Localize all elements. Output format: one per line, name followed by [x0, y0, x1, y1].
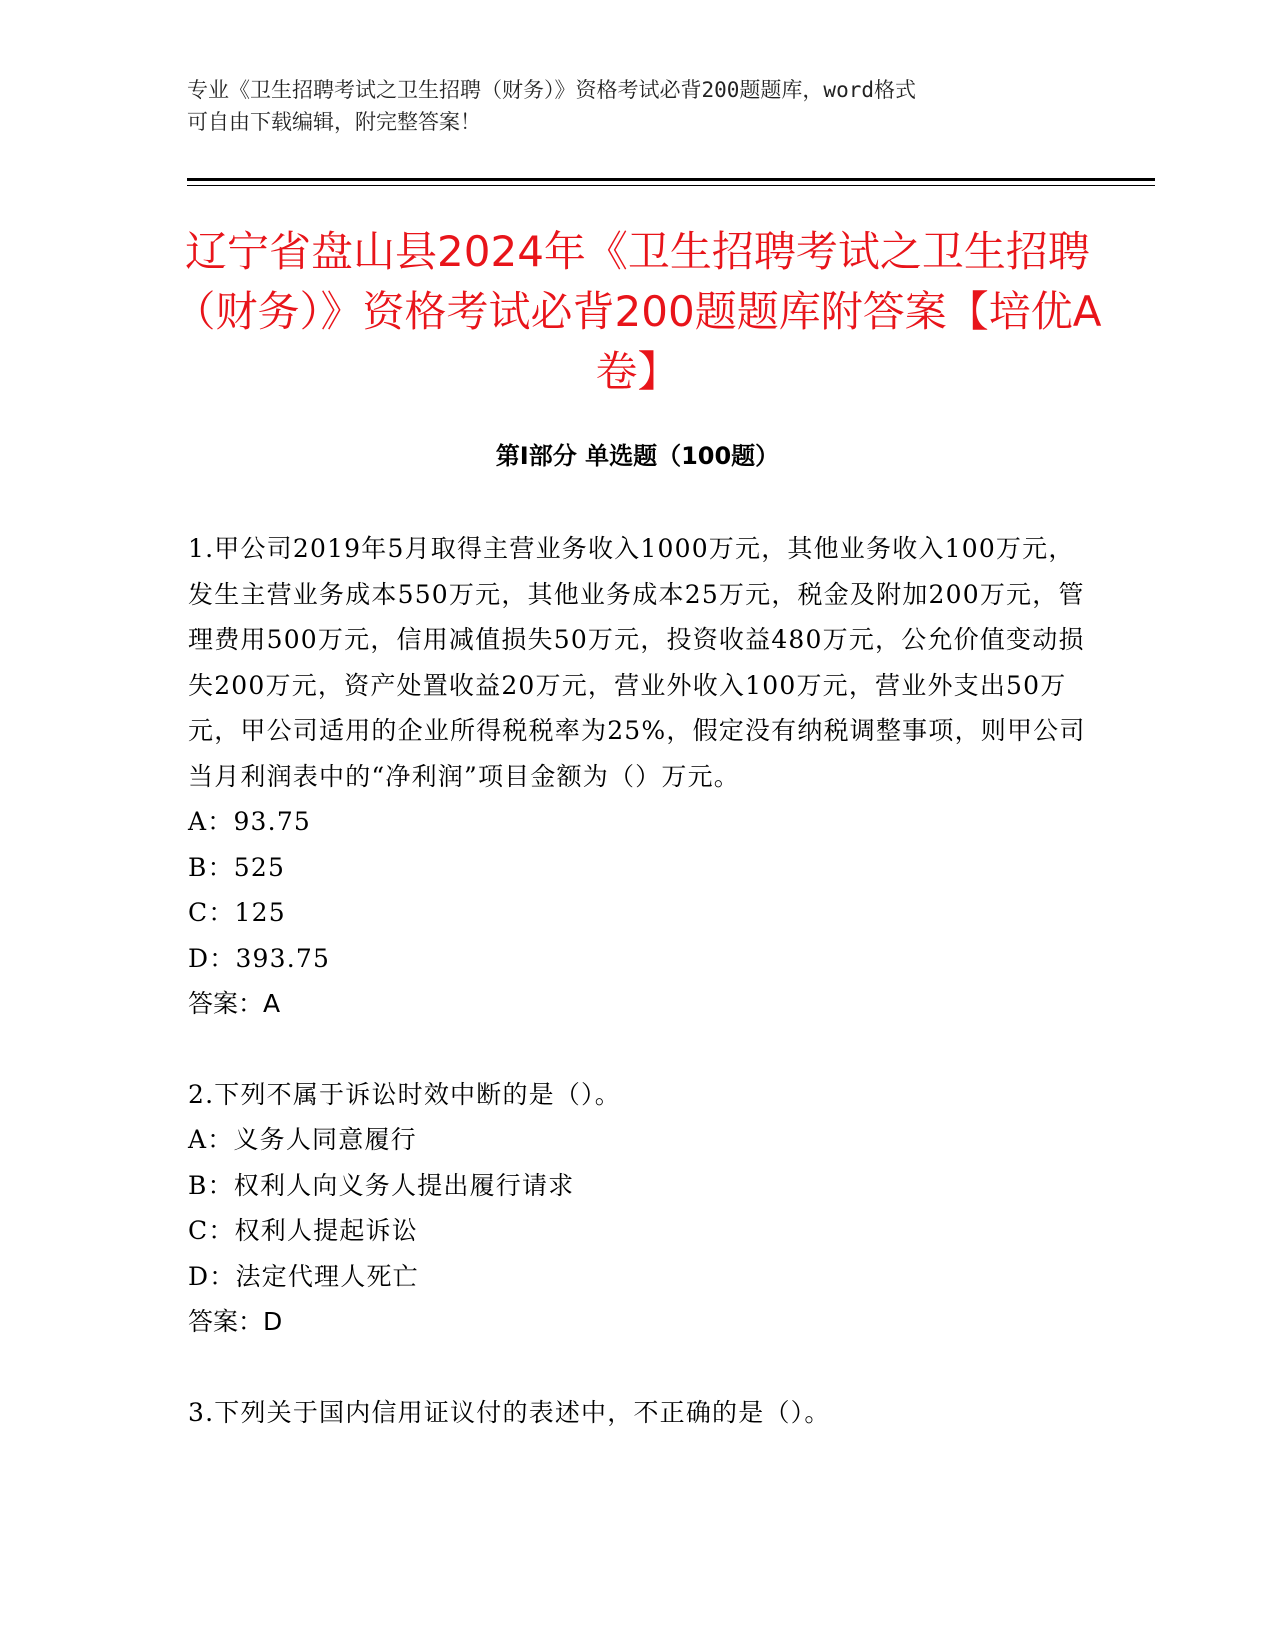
- option-d: D：法定代理人死亡: [188, 1261, 419, 1291]
- question-1: [188, 526, 1088, 1027]
- option-c: C：权利人提起诉讼: [188, 1216, 418, 1245]
- option-d: D：393.75: [188, 943, 331, 973]
- header-note: [187, 74, 1087, 138]
- section-title: 第Ⅰ部分 单选题（100题）: [495, 442, 780, 470]
- header-note-line-2: 可自由下载编辑，附完整答案！: [187, 110, 481, 134]
- header-rule-thick: [187, 178, 1155, 181]
- header-note-line-1: 专业《卫生招聘考试之卫生招聘（财务）》资格考试必背200题题库，word格式: [187, 78, 916, 102]
- option-a: A：义务人同意履行: [188, 1125, 417, 1154]
- question-stem: 2.下列不属于诉讼时效中断的是（）。: [188, 1079, 621, 1109]
- question-3: [188, 1390, 1088, 1436]
- header-rule-thin: [187, 185, 1155, 186]
- question-list: [188, 526, 1088, 1480]
- question-2: [188, 1072, 1088, 1345]
- option-c: C：125: [188, 898, 286, 927]
- option-b: B：525: [188, 852, 286, 882]
- document-title: 辽宁省盘山县2024年《卫生招聘考试之卫生招聘（财务）》资格考试必背200题题库附答案【培优A卷】: [173, 227, 1102, 396]
- answer: 答案：D: [188, 1307, 283, 1336]
- option-b: B：权利人向义务人提出履行请求: [188, 1170, 575, 1200]
- option-a: A：93.75: [188, 807, 312, 836]
- question-stem: 1.甲公司2019年5月取得主营业务收入1000万元，其他业务收入100万元，发生主营业务成本550万元，其他业务成本25万元，税金及附加200万元，管理费用500万元，信用减值损失50万元，投资收益480万元，公允价值变动损失200万元，资产处置收益20万元，营业外收入100万元，营业外支出50万元，甲公司适用的企业所得税税率为25%，假定没有纳税调整事项，则甲公司当月利润表中的“净利润”项目金额为（）万元。: [188, 534, 1086, 791]
- answer: 答案：A: [188, 989, 281, 1018]
- question-stem: 3.下列关于国内信用证议付的表述中，不正确的是（）。: [188, 1397, 831, 1427]
